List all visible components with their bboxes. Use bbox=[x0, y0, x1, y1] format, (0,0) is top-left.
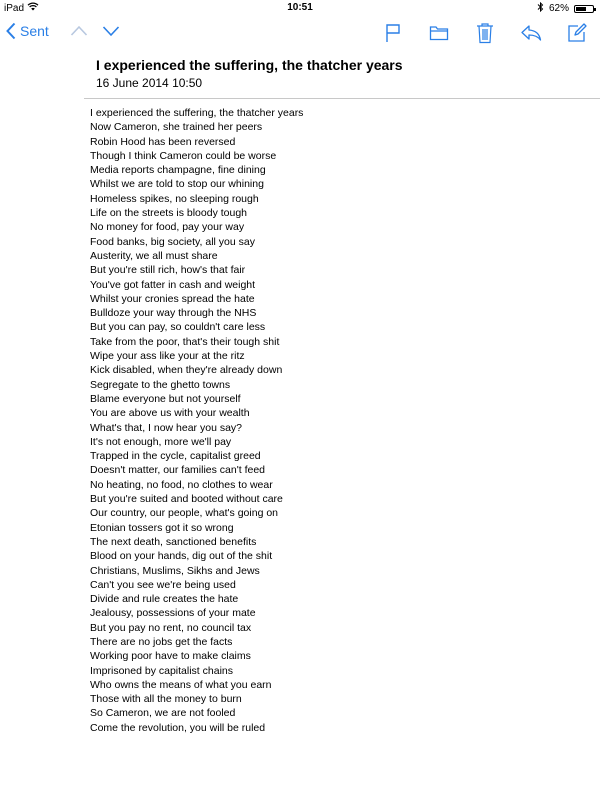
email-body-line: Can't you see we're being used bbox=[90, 578, 236, 591]
email-body-line: Imprisoned by capitalist chains bbox=[90, 664, 233, 677]
email-body-line: Jealousy, possessions of your mate bbox=[90, 607, 256, 620]
email-body-line: Blame everyone but not yourself bbox=[90, 392, 241, 405]
email-subject: I experienced the suffering, the thatcher years bbox=[96, 57, 403, 73]
battery-percent: 62% bbox=[548, 3, 569, 14]
email-body-line: Take from the poor, that's their tough shit bbox=[90, 335, 280, 348]
flag-icon bbox=[385, 23, 401, 43]
next-message-button[interactable] bbox=[102, 24, 120, 42]
email-body-line: Wipe your ass like your at the ritz bbox=[90, 350, 245, 363]
mail-toolbar bbox=[0, 16, 600, 50]
email-body-line: Segregate to the ghetto towns bbox=[90, 378, 231, 391]
email-body-line: Now Cameron, she trained her peers bbox=[90, 121, 263, 134]
folder-icon bbox=[429, 25, 449, 41]
email-body-line: Whilst we are told to stop our whining bbox=[90, 178, 264, 191]
email-body-line: Kick disabled, when they're already down bbox=[90, 364, 283, 377]
back-button[interactable] bbox=[6, 22, 49, 40]
email-body-line: But you pay no rent, no council tax bbox=[90, 621, 252, 634]
email-body-line: Homeless spikes, no sleeping rough bbox=[90, 192, 259, 205]
email-body-line: Our country, our people, what's going on bbox=[90, 507, 279, 520]
email-body-line: So Cameron, we are not fooled bbox=[90, 707, 236, 720]
device-label: iPad bbox=[4, 2, 25, 14]
email-body-line: Who owns the means of what you earn bbox=[90, 678, 272, 691]
chevron-down-icon bbox=[102, 25, 120, 37]
email-body-line: Life on the streets is bloody tough bbox=[90, 207, 248, 220]
email-body-line: But you can pay, so couldn't care less bbox=[90, 321, 266, 334]
email-header bbox=[96, 56, 586, 90]
email-body-line: There are no jobs get the facts bbox=[90, 635, 233, 648]
header-divider bbox=[84, 98, 600, 99]
flag-button[interactable] bbox=[380, 20, 406, 46]
email-body-line: Robin Hood has been reversed bbox=[90, 135, 236, 148]
email-body-line: Though I think Cameron could be worse bbox=[90, 149, 277, 162]
email-body-line: No money for food, pay your way bbox=[90, 221, 245, 234]
email-body-line: But you're still rich, how's that fair bbox=[90, 264, 246, 277]
email-body-line: Working poor have to make claims bbox=[90, 650, 251, 663]
reply-button[interactable] bbox=[518, 20, 544, 46]
email-body-line: Christians, Muslims, Sikhs and Jews bbox=[90, 564, 260, 577]
email-body-line: You are above us with your wealth bbox=[90, 407, 250, 420]
email-body-line: I experienced the suffering, the thatcher years bbox=[90, 107, 304, 119]
reply-icon bbox=[520, 24, 542, 42]
email-body-line: Austerity, we all must share bbox=[90, 249, 218, 262]
compose-button[interactable] bbox=[564, 20, 590, 46]
bluetooth-icon bbox=[537, 2, 544, 15]
email-body-line: Food banks, big society, all you say bbox=[90, 235, 255, 248]
compose-icon bbox=[567, 23, 587, 43]
email-body-line: But you're suited and booted without care bbox=[90, 493, 283, 506]
email-body-line: Trapped in the cycle, capitalist greed bbox=[90, 450, 261, 463]
trash-icon bbox=[476, 22, 494, 44]
email-body-line: Bulldoze your way through the NHS bbox=[90, 307, 257, 320]
email-body-line: Divide and rule creates the hate bbox=[90, 593, 239, 606]
chevron-up-icon bbox=[70, 25, 88, 37]
status-bar bbox=[0, 0, 600, 16]
email-body-line: Those with all the money to burn bbox=[90, 693, 242, 706]
email-body-line: What's that, I now hear you say? bbox=[90, 421, 242, 434]
delete-button[interactable] bbox=[472, 20, 498, 46]
chevron-left-icon bbox=[6, 22, 16, 40]
email-body-line: You've got fatter in cash and weight bbox=[90, 278, 256, 291]
previous-message-button[interactable] bbox=[70, 24, 88, 42]
email-date: 16 June 2014 10:50 bbox=[96, 76, 203, 90]
back-button-label: Sent bbox=[20, 23, 49, 39]
clock: 10:51 bbox=[287, 2, 313, 13]
email-body-line: The next death, sanctioned benefits bbox=[90, 535, 257, 548]
battery-icon bbox=[574, 5, 594, 13]
email-body-line: Blood on your hands, dig out of the shit bbox=[90, 550, 273, 563]
email-body-line: Whilst your cronies spread the hate bbox=[90, 292, 255, 305]
email-body bbox=[90, 106, 580, 735]
move-to-folder-button[interactable] bbox=[426, 20, 452, 46]
email-body-line: Etonian tossers got it so wrong bbox=[90, 521, 234, 534]
email-body-line: It's not enough, more we'll pay bbox=[90, 435, 232, 448]
email-body-line: Come the revolution, you will be ruled bbox=[90, 721, 266, 734]
email-body-line: Doesn't matter, our families can't feed bbox=[90, 464, 266, 477]
email-body-line: Media reports champagne, fine dining bbox=[90, 164, 266, 177]
email-body-line: No heating, no food, no clothes to wear bbox=[90, 478, 273, 491]
